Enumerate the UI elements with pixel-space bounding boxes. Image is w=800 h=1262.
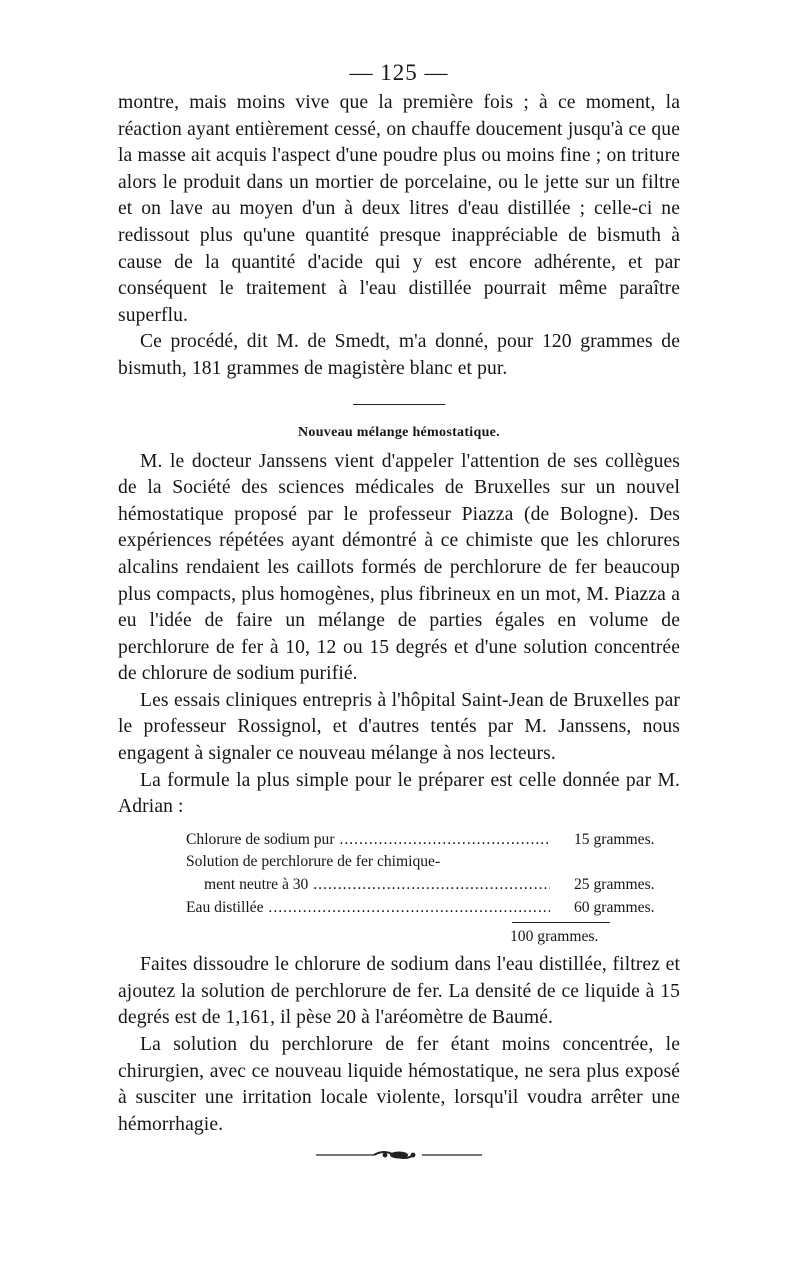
recipe-row: [186, 851, 680, 874]
end-ornament-icon: [314, 1148, 484, 1162]
section-divider: [353, 404, 445, 405]
section-heading: Nouveau mélange hémostatique.: [298, 424, 500, 440]
recipe-row: [204, 874, 680, 897]
paragraph-janssens: M. le docteur Janssens vient d'appeler l'attention de ses collègues de la Société des sciences médicales de Bruxelles sur un nouvel hémostatique proposé par le professeur Piazza (de Bologne). Des expériences répétées ayant démontré à ce chimiste que les chlorures alcalins rendaient les caillots formés de perchlorure de fer beaucoup plus compacts, plus homogènes, plus fibrineux en un mot, M. Piazza a eu l'idée de faire un mélange de parties égales en volume de perchlorure de fer à 10, 12 ou 15 degrés et d'une solution concentrée de chlorure de sodium purifié.: [118, 450, 680, 685]
paragraph-continued: montre, mais moins vive que la première fois ; à ce moment, la réaction ayant entièrement cessé, on chauffe doucement jusqu'à ce que la masse ait acquis l'aspect d'une poudre plus ou moins fine ; on triture alors le produit dans un mortier de porcelaine, ou le jette sur un filtre et on lave au moyen d'un à deux litres d'eau distillée ; celle-ci ne redissout plus qu'une quantité presque inappréciable de bismuth à cause de la quantité d'acide qui y est encore adhérente, et par conséquent le traitement à l'eau distillée pourrait même paraître superflu.: [118, 92, 680, 326]
recipe-quantity: 25 grammes.: [574, 876, 655, 894]
paragraph-de-smedt-result: Ce procédé, dit M. de Smedt, m'a donné, pour 120 grammes de bismuth, 181 grammes de magistère blanc et pur.: [118, 331, 680, 379]
total-rule: [512, 922, 610, 923]
recipe-quantity: 15 grammes.: [574, 830, 655, 848]
recipe-ingredient: Eau distillée .....: [186, 897, 550, 920]
recipe-table: [118, 829, 680, 919]
recipe-row: [186, 829, 680, 852]
recipe-quantity: 60 grammes.: [574, 898, 655, 916]
paragraph-formula-intro: La formule la plus simple pour le préparer est celle donnée par M. Adrian :: [118, 769, 680, 818]
paragraph-clinical-trials: Les essais cliniques entrepris à l'hôpital Saint-Jean de Bruxelles par le professeur Rossignol, et d'autres tentés par M. Janssens, nous engagent à signaler ce nouveau mélange à nos lecteurs.: [118, 689, 680, 765]
recipe-total: 100 grammes.: [510, 928, 599, 946]
recipe-ingredient: Chlorure de sodium pur .....: [186, 829, 550, 852]
recipe-ingredient: ment neutre à 30 .....: [204, 874, 550, 897]
paragraph-conclusion: La solution du perchlorure de fer étant moins concentrée, le chirurgien, avec ce nouveau liquide hémostatique, ne sera plus exposé à susciter une irritation locale violente, lorsqu'il voudra arrêter une hémorrhagie.: [118, 1034, 680, 1135]
book-page: [118, 58, 680, 1162]
page-number: — 125 —: [349, 60, 449, 85]
recipe-ingredient: Solution de perchlorure de fer chimique-: [186, 853, 441, 871]
recipe-row: [186, 897, 680, 920]
paragraph-preparation: Faites dissoudre le chlorure de sodium dans l'eau distillée, filtrez et ajoutez la solution de perchlorure de fer. La densité de ce liquide à 15 degrés est de 1,161, il pèse 20 à l'aréomètre de Baumé.: [118, 954, 680, 1029]
